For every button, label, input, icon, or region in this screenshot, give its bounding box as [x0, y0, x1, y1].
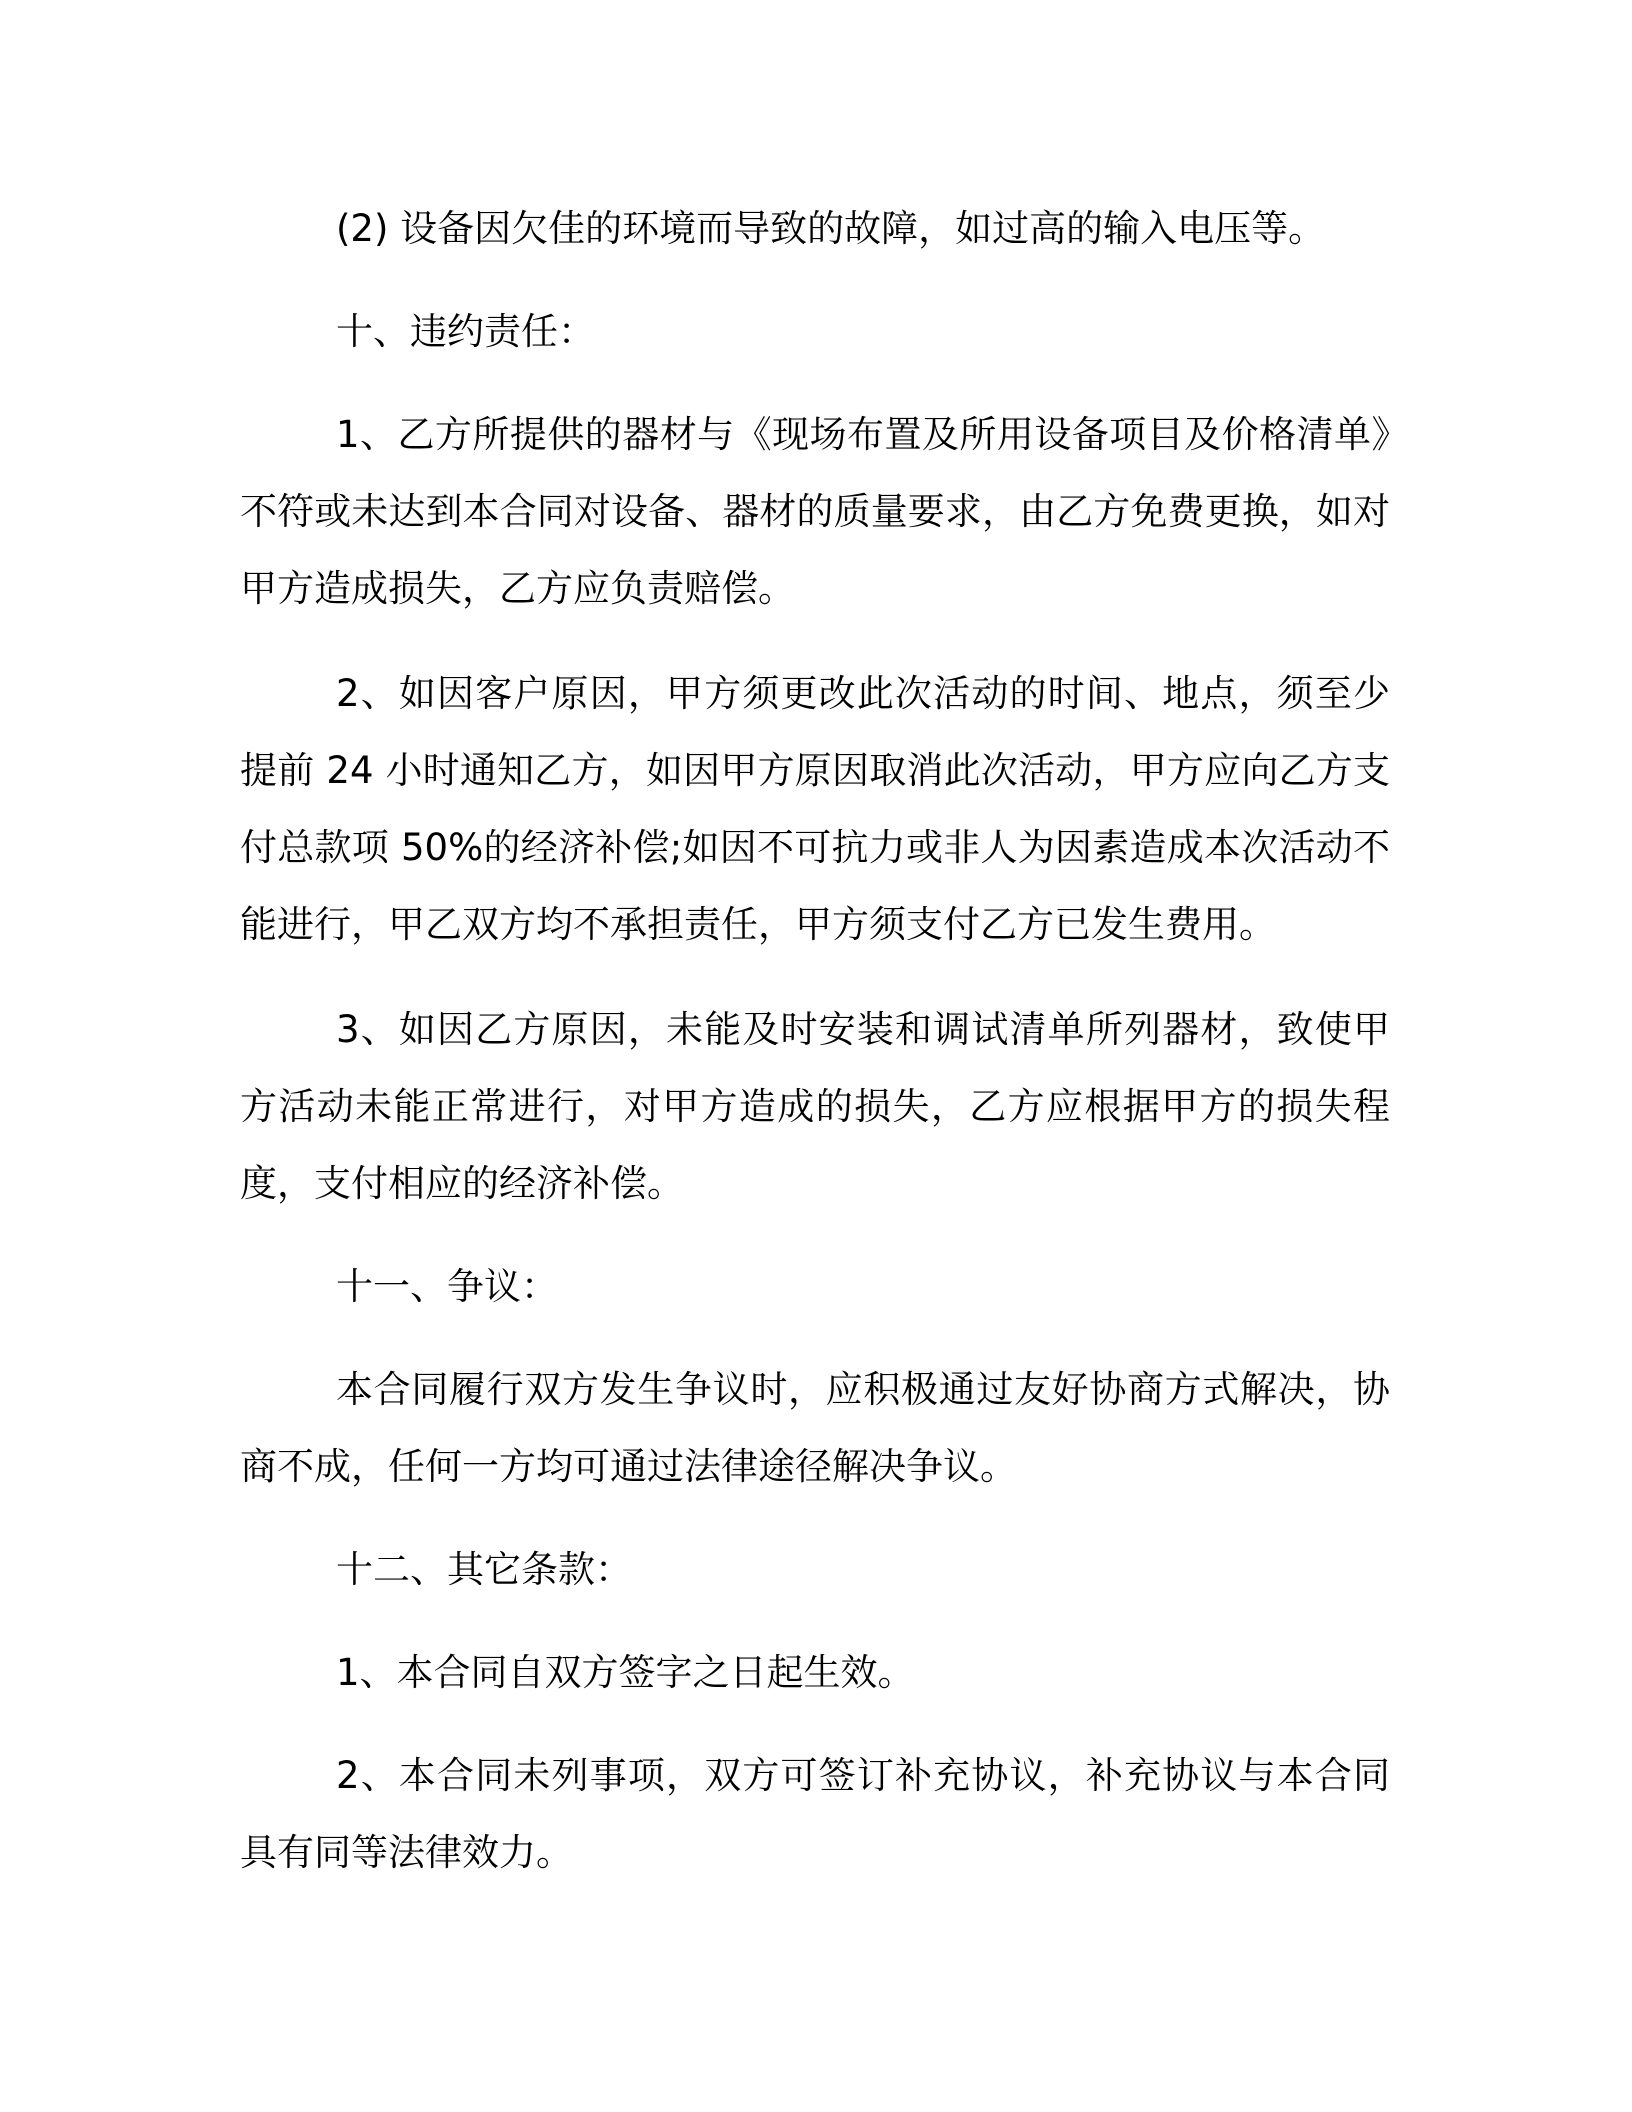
- paragraph-breach-3: 3、如因乙方原因，未能及时安装和调试清单所列器材，致使甲方活动未能正常进行，对甲方造成的损失，乙方应根据甲方的损失程度，支付相应的经济补偿。: [240, 1008, 1390, 1205]
- document-body: [240, 190, 1390, 1891]
- paragraph-dispute: 本合同履行双方发生争议时，应积极通过友好协商方式解决，协商不成，任何一方均可通过法律途径解决争议。: [240, 1368, 1390, 1488]
- paragraph-other-2: 2、本合同未列事项，双方可签订补充协议，补充协议与本合同具有同等法律效力。: [240, 1754, 1390, 1874]
- paragraph-other-1: 1、本合同自双方签字之日起生效。: [336, 1651, 915, 1694]
- section-heading-dispute: 十一、争议：: [336, 1265, 558, 1308]
- paragraph-equipment-fault: (2) 设备因欠佳的环境而导致的故障，如过高的输入电压等。: [336, 207, 1326, 250]
- section-heading-breach-liability: 十、违约责任：: [336, 310, 595, 353]
- paragraph-breach-2: 2、如因客户原因，甲方须更改此次活动的时间、地点，须至少提前 24 小时通知乙方，如因甲方原因取消此次活动，甲方应向乙方支付总款项 50%的经济补偿;如因不可抗力或非人为因素造成本次活动不能进行，甲乙双方均不承担责任，甲方须支付乙方已发生费用。: [240, 672, 1390, 946]
- paragraph-breach-1: 1、乙方所提供的器材与《现场布置及所用设备项目及价格清单》不符或未达到本合同对设备、器材的质量要求，由乙方免费更换，如对甲方造成损失，乙方应负责赔偿。: [240, 413, 1390, 610]
- section-heading-other-terms: 十二、其它条款：: [336, 1548, 632, 1591]
